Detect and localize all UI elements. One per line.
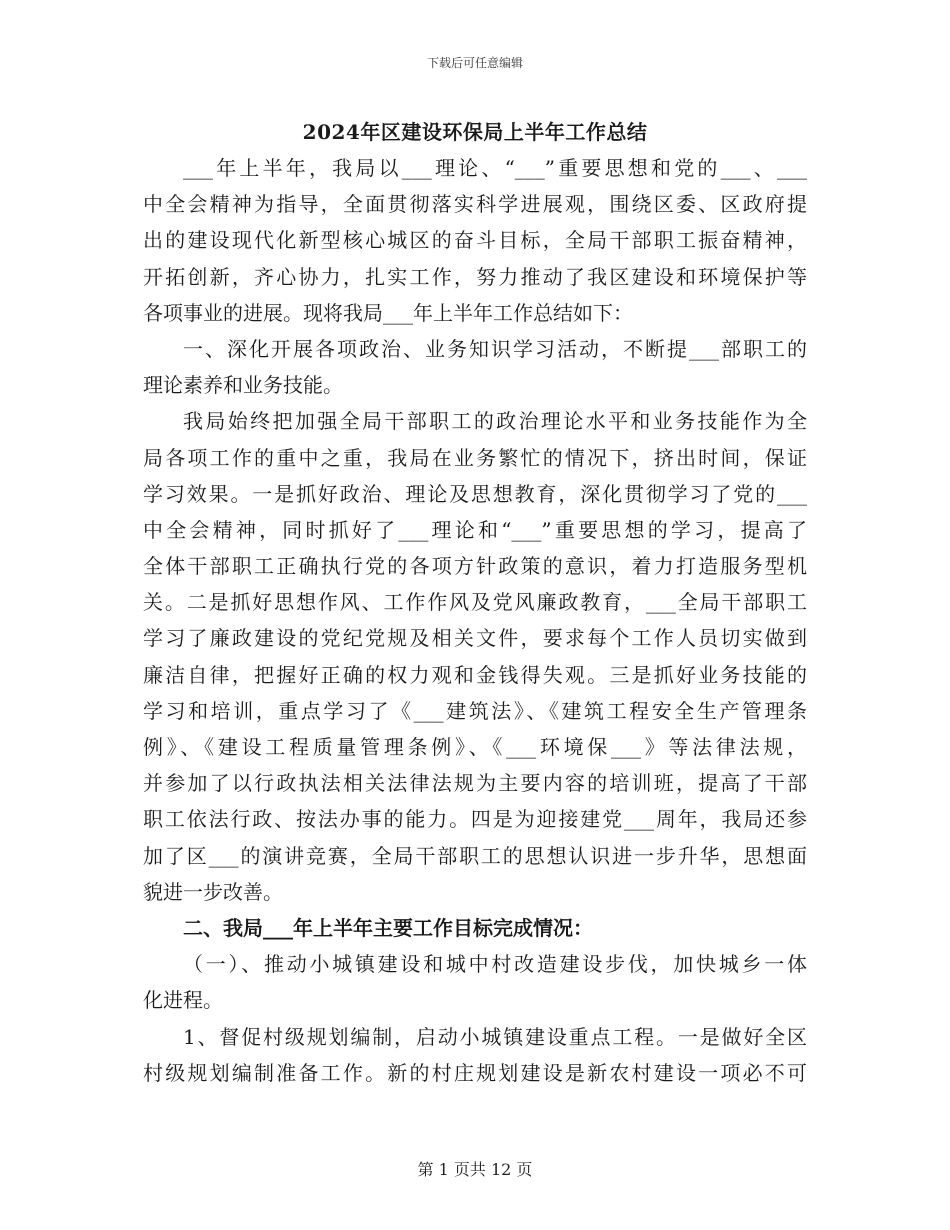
body-line: 中全会精神为指导，全面贯彻落实科学进展观，围绕区委、区政府提 bbox=[143, 192, 807, 217]
body-line: 开拓创新，齐心协力，扎实工作，努力推动了我区建设和环境保护等 bbox=[143, 264, 807, 289]
body-line: 村级规划编制准备工作。新的村庄规划建设是新农村建设一项必不可 bbox=[143, 1060, 807, 1085]
document-body bbox=[143, 150, 807, 1091]
document-title: 2024年区建设环保局上半年工作总结 bbox=[302, 120, 648, 144]
body-line: 并参加了以行政执法相关法律法规为主要内容的培训班，提高了干部 bbox=[143, 771, 807, 796]
header-note: 下载后可任意编辑 bbox=[426, 56, 523, 70]
body-line: 关。二是抓好思想作风、工作作风及党风廉政教育，___全局干部职工 bbox=[143, 590, 807, 615]
body-line: 我局始终把加强全局干部职工的政治理论水平和业务技能作为全 bbox=[183, 409, 807, 434]
body-line: 貌进一步改善。 bbox=[143, 879, 283, 904]
body-line: 出的建设现代化新型核心城区的奋斗目标，全局干部职工振奋精神， bbox=[143, 228, 807, 253]
body-line: 职工依法行政、按法办事的能力。四是为迎接建党___周年，我局还参 bbox=[143, 807, 807, 832]
body-line: 例》、《建设工程质量管理条例》、《___环境保___》等法律法规， bbox=[143, 735, 807, 759]
body-line: 化进程。 bbox=[143, 988, 223, 1013]
body-line: ___年上半年，我局以___理论、“___”重要思想和党的___、___ bbox=[183, 156, 807, 180]
body-line: 加了区___的演讲竞赛，全局干部职工的思想认识进一步升华，思想面 bbox=[143, 843, 807, 868]
body-line: 中全会精神，同时抓好了___理论和“___”重要思想的学习，提高了 bbox=[143, 517, 807, 542]
body-line: 二、我局___年上半年主要工作目标完成情况： bbox=[183, 915, 593, 940]
body-line: 廉洁自律，把握好正确的权力观和金钱得失观。三是抓好业务技能的 bbox=[143, 662, 807, 687]
body-line: 局各项工作的重中之重，我局在业务繁忙的情况下，挤出时间，保证 bbox=[143, 445, 807, 470]
body-line: 一、深化开展各项政治、业务知识学习活动，不断提___部职工的 bbox=[183, 336, 807, 361]
body-line: 全体干部职工正确执行党的各项方针政策的意识，着力打造服务型机 bbox=[143, 554, 807, 579]
body-line: 学习和培训，重点学习了《___建筑法》、《建筑工程安全生产管理条 bbox=[143, 698, 807, 723]
body-line: 1、督促村级规划编制，启动小城镇建设重点工程。一是做好全区 bbox=[183, 1024, 807, 1049]
body-line: （一）、推动小城镇建设和城中村改造建设步伐，加快城乡一体 bbox=[183, 952, 807, 977]
body-line: 各项事业的进展。现将我局___年上半年工作总结如下： bbox=[143, 300, 633, 325]
body-line: 理论素养和业务技能。 bbox=[143, 373, 343, 398]
page-footer: 第 1 页共 12 页 bbox=[417, 1160, 533, 1179]
body-line: 学习了廉政建设的党纪党规及相关文件，要求每个工作人员切实做到 bbox=[143, 626, 807, 651]
body-line: 学习效果。一是抓好政治、理论及思想教育，深化贯彻学习了党的___ bbox=[143, 481, 807, 506]
